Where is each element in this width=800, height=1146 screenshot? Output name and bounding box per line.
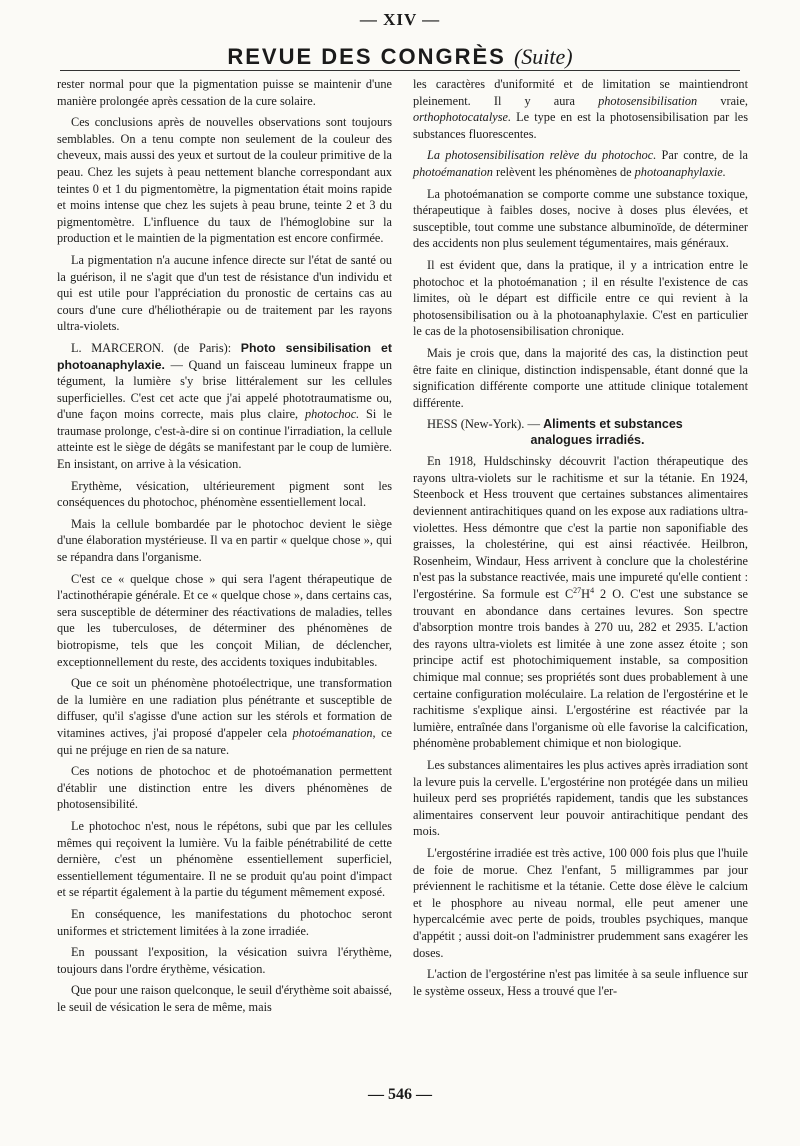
paragraph: Ces notions de photochoc et de photoémanation permettent d'établir une distinction entre les divers phénomènes de photosensibilité. — [57, 764, 392, 812]
chemical-formula — [565, 587, 624, 601]
paragraph-text: ce qui ne préjuge en rien de sa nature. — [57, 725, 392, 757]
italic-term: photochoc. — [304, 407, 360, 422]
right-column — [413, 76, 748, 1004]
paragraph — [57, 675, 392, 758]
paragraph-text: — Quand un faisceau lumineux frappe un tégument, la lumière s'y brise littéralement sur les cellules superficielles. C'est cet acte que j'ai appelé phototraumatisme ou, d'une façon moins correcte, mais plus claire, — [57, 357, 392, 422]
paragraph: En conséquence, les manifestations du photochoc seront uniformes et strictement limitées à la zone irradiée. — [57, 906, 392, 938]
paragraph-text: les caractères d'uniformité et de limitation se maintiendront pleinement. Il y aura — [413, 77, 748, 108]
paragraph-marceron — [57, 340, 392, 473]
header-rule — [60, 70, 740, 71]
paragraph — [413, 76, 748, 142]
running-head-suite: (Suite) — [513, 44, 573, 69]
formula-superscript: 4 — [590, 585, 595, 595]
paragraph: Mais la cellule bombardée par le photochoc devient le siège d'une élaboration mystérieuse. Il va en partir « quelque chose », qui se répandra dans l'organisme. — [57, 516, 392, 565]
article-title: Photo sensibilisation et photoanaphylaxie. — [57, 340, 392, 372]
paragraph-text: Que ce soit un phénomène photoélectrique, une transformation de la lumière en une radiation plus pénétrante et susceptible de diffuser, qu'il s'agisse d'une action sur les stérols et formation de vitamines actives, j'ai proposé d'appeler cela — [57, 676, 392, 740]
paragraph — [413, 453, 748, 752]
paragraph: Ces conclusions après de nouvelles observations sont toujours semblables. On a tenu compte non seulement de la couleur des cheveux, mais aussi des yeux et surtout de la couleur primitive de la peau. Chez les sujets à peau nettement blanche correspondant aux teintes 0 et 1 du pigmentomètre, la pigmentation était moins rapide et moins intense que chez les sujets à peau brune, teinte 2 et 3 du pigmentomètre. L'influence du taux de l'hémoglobine sur la production et le maintien de la pigmentation est encore confirmée. — [57, 115, 392, 246]
paragraph: L'ergostérine irradiée est très active, 100 000 fois plus que l'huile de foie de morue. Chez l'enfant, 5 milligrammes par jour préviennent le rachitisme et la tétanie. Cette dose élève le calcium et le phosphore au niveau normal, elle peut amener une hypercalcémie avec perte de poids, troubles psychiques, manque d'appétit ; aussi doit-on l'administrer prudemment sans exagérer les doses. — [413, 845, 748, 960]
paragraph: Il est évident que, dans la pratique, il y a intrication entre le photochoc et la photoémanation ; il en résulte l'existence de cas limites, où le départ est difficile entre ce qui revient à la photosensibilisation ou à la photoanaphylaxie. C'est en particulier le cas de la photosensibilisation chronique. — [413, 257, 748, 339]
author-name: L. MARCERON. — [71, 340, 165, 355]
left-column — [57, 76, 392, 1020]
roman-page-number: — XIV — — [359, 10, 441, 29]
paragraph-text: vraie, — [697, 93, 748, 108]
formula-part: H — [581, 587, 591, 602]
paragraph: Le photochoc n'est, nous le répétons, subi que par les cellules mêmes qui reçoivent la lumière. Vu la faible pénétrabilité de cette dernière, c'est un phénomène essentiellement superficiel, essentiellement tégumentaire. Il ne se produit qu'au point d'impact et se répartit également à la partie du tégument mêmement exposé. — [57, 818, 392, 900]
paragraph: En poussant l'exposition, la vésication suivra l'érythème, toujours dans l'ordre érythème, vésication. — [57, 945, 392, 976]
paragraph-text: Par contre, de la — [656, 148, 748, 163]
author-name: HESS — [427, 417, 458, 432]
formula-part: C — [564, 587, 574, 602]
paragraph: La photoémanation se comporte comme une substance toxique, thérapeutique à faibles doses, nocive à doses plus élevées, et susceptible, tout comme une substance albuminoïde, de déterminer des accidents non plus seulement tégumentaires, mais généraux. — [413, 186, 748, 251]
paragraph-text: Si le traumase prolonge, c'est-à-dire si on continue l'irradiation, la cellule atteinte est le siège de dégâts se manifestant par le coup de lumière. En insistant, on arrive à la vésication. — [57, 407, 393, 472]
paragraph: C'est ce « quelque chose » qui sera l'agent thérapeutique de l'actinothérapie générale. Et ce « quelque chose », dans certains cas, sera susceptible de déterminer des réactivations de maladies, telles que les tuberculoses, de déterminer des phénomènes de biotropisme, tels que les conçoit Milian, de déclencher, exceptionnellement du reste, des accidents toxiques indubitables. — [57, 571, 392, 669]
section-heading-hess — [413, 416, 748, 448]
running-head-title: REVUE DES CONGRÈS — [227, 44, 506, 69]
paragraph: Que pour une raison quelconque, le seuil d'érythème soit abaissé, le seuil de vésication le sera de même, mais — [57, 983, 392, 1014]
paragraph: Les substances alimentaires les plus actives après irradiation sont la levure puis la cervelle. L'ergostérine non protégée dans un milieu huileux perd ses propriétés rapidement, tandis que les substances alimentaires conservent leur pouvoir antirachitique pendant des mois. — [413, 757, 748, 839]
formula-part: 2 O. — [594, 587, 625, 602]
paragraph: Mais je crois que, dans la majorité des cas, la distinction peut être faite en clinique, distinction indispensable, étant donné que la signification différente comporte une attitude clinique totalement différente. — [413, 345, 748, 410]
article-title: Aliments et substances — [543, 417, 683, 432]
italic-term: photoanaphylaxie. — [634, 164, 726, 179]
paragraph: Erythème, vésication, ultérieurement pigment sont les conséquences du photochoc, phénomène essentiellement local. — [57, 478, 392, 510]
article-title-line-2: analogues irradiés. — [530, 433, 645, 448]
running-head — [0, 44, 800, 70]
paragraph: rester normal pour que la pigmentation puisse se maintenir d'une manière prolongée après cessation de la cure solaire. — [57, 77, 392, 108]
italic-term: photoémanation — [413, 164, 493, 179]
page-number: — 546 — — [368, 1086, 432, 1103]
italic-term: photosensibilisation — [598, 93, 698, 108]
paragraph-text: En 1918, Huldschinsky découvrit l'action thérapeutique des rayons ultra-violets sur le rachitisme et sur la tétanie. En 1924, Steenbock et Hess trouvent que certaines substances alimentaires deviennent antirachitiques quand on les expose aux radiations ultra-violettes. Hess démontre que c'est la partie non saponifiable des graisses, la cholestérine, qui est ainsi réactivée. Heilbron, Rosenheim, Windaur, Hess arrivent à conclure que la cholestérine n'est pas la substance reactivée, mais une impureté qu'elle contient : l'ergostérine. Sa formule est — [413, 454, 748, 602]
paragraph: La pigmentation n'a aucune infence directe sur l'état de santé ou la guérison, il ne s'agit que d'un test de résistance d'un individu et qui est utile pour l'appréciation du pronostic de certains cas au cours d'une cure d'héliothérapie ou de traitement par les rayons ultra-violets. — [57, 252, 392, 334]
italic-term: photoémanation, — [292, 725, 376, 740]
italic-term: orthophotocatalyse. — [413, 110, 512, 125]
paragraph — [413, 147, 748, 180]
author-city: (de Paris): — [164, 340, 241, 355]
paragraph: L'action de l'ergostérine n'est pas limitée à sa seule influence sur le système osseux, Hess a trouvé que l'er- — [413, 967, 748, 998]
paragraph-text: Le type en est la photosensibilisation par les substances fluorescentes. — [413, 110, 748, 141]
author-city: (New-York). — — [457, 417, 544, 432]
formula-superscript: 27 — [573, 585, 582, 595]
paragraph-text: relèvent les phénomènes de — [492, 164, 635, 179]
paragraph-text: C'est une substance se trouvant en abondance dans certaines levures. Son spectre d'absorption montre trois bandes à 270 uu, 282 et 2935. L'action des rayons ultra-violets est limitée à une zone assez étoite ; son principe actif est photochimiquement instable, sa composition chimique mal connue; ses propriétés sont dues probablement à une certaine configuration moléculaire. La relation de l'ergostérine et le rachitisme s'explique ainsi. L'ergostérine est réactivée par la lumière, entraînée dans l'organisme où elle favorise la calcification, phénomène probablement chimique et non biologique. — [413, 587, 748, 751]
italic-term: La photosensibilisation relève du photochoc. — [427, 148, 657, 163]
